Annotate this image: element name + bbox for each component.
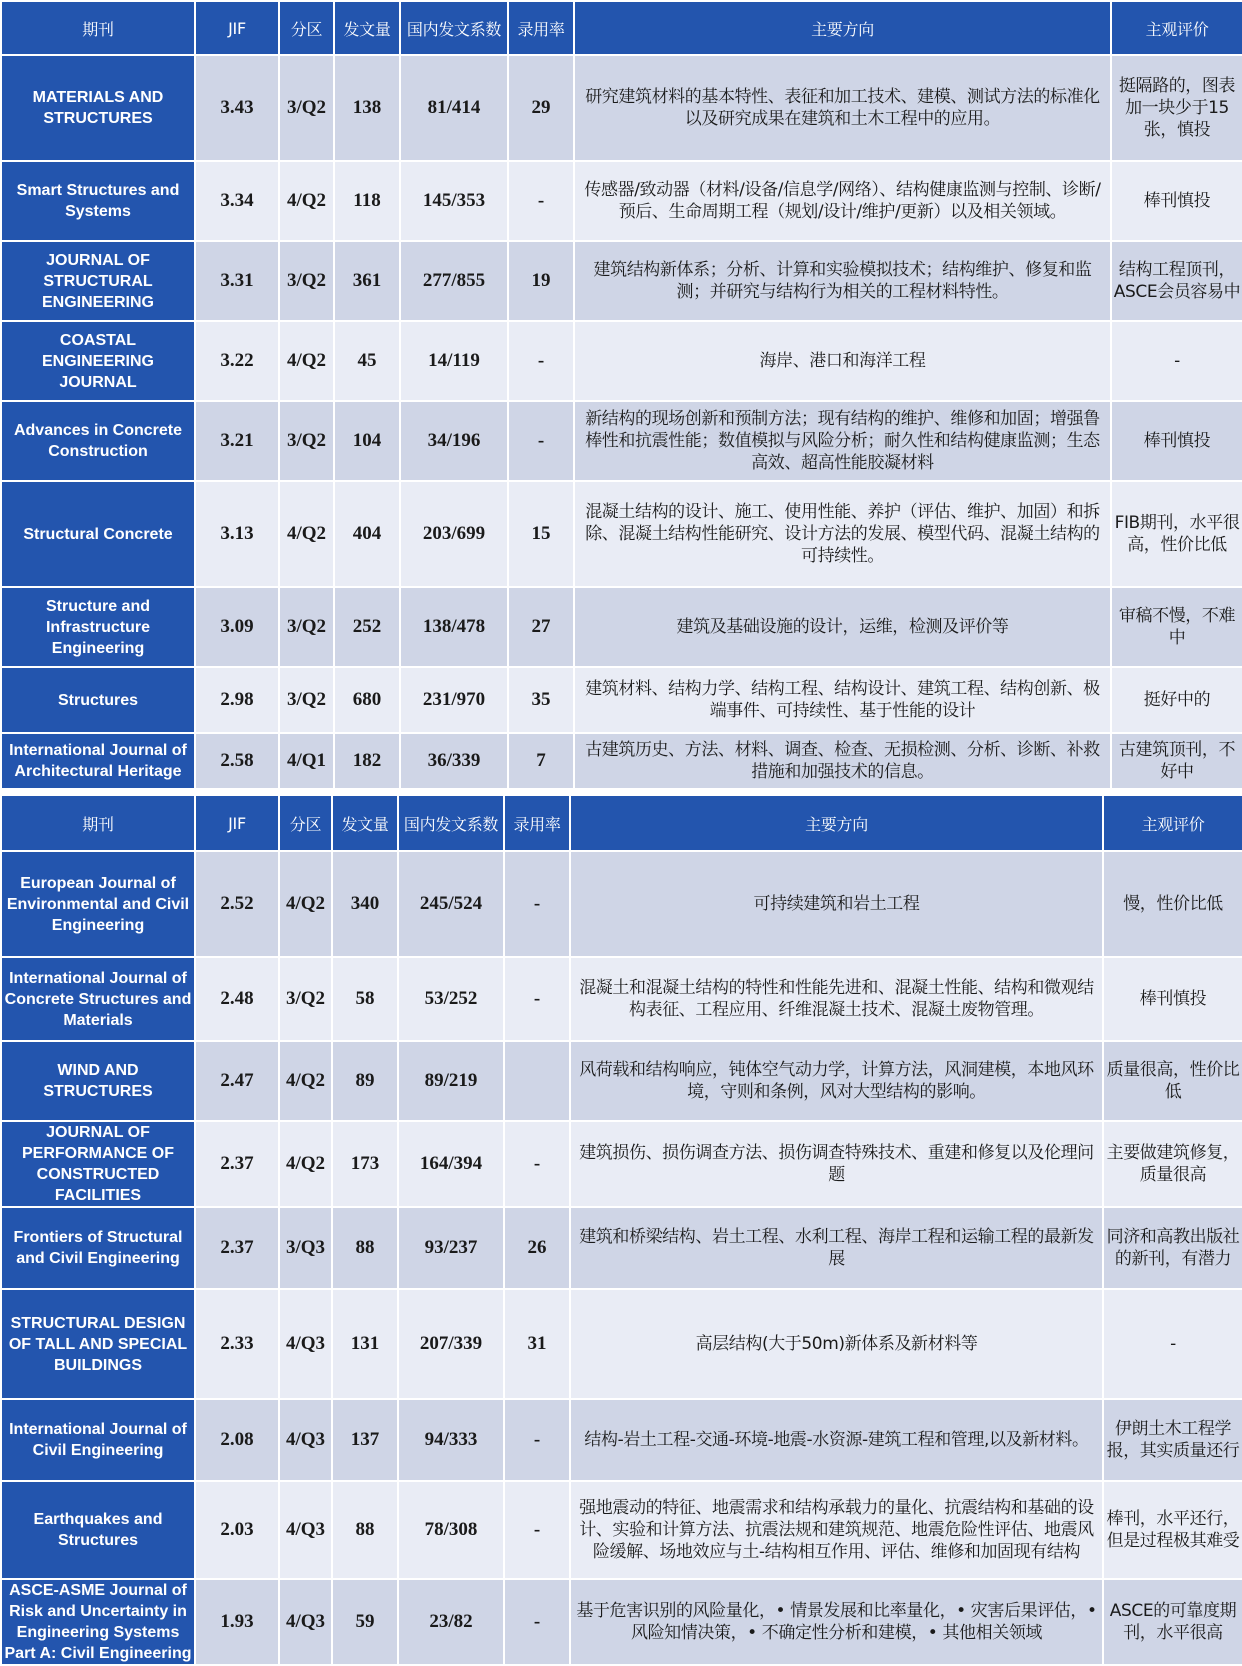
header-count: 发文量 — [332, 795, 398, 851]
opinion-cell: 棒刊，水平还行，但是过程极其难受 — [1103, 1481, 1242, 1579]
acceptance-rate-cell: - — [508, 401, 574, 481]
table-row — [1, 1579, 1242, 1665]
jif-cell: 3.34 — [195, 161, 279, 241]
count-cell: 59 — [332, 1579, 398, 1665]
journal-name-cell: WIND AND STRUCTURES — [1, 1041, 195, 1121]
zone-cell: 4/Q2 — [279, 321, 334, 401]
domestic-ratio-cell: 36/339 — [400, 733, 508, 789]
table-row — [1, 1207, 1242, 1289]
zone-cell: 4/Q2 — [279, 161, 334, 241]
opinion-cell: 古建筑顶刊，不好中 — [1111, 733, 1242, 789]
jif-cell: 2.08 — [195, 1399, 279, 1481]
count-cell: 182 — [334, 733, 400, 789]
count-cell: 138 — [334, 55, 400, 161]
domestic-ratio-cell: 164/394 — [398, 1121, 504, 1207]
zone-cell: 4/Q2 — [279, 851, 332, 957]
table-row — [1, 1481, 1242, 1579]
journal-table-2 — [0, 794, 1242, 1666]
zone-cell: 4/Q3 — [279, 1579, 332, 1665]
header-jif: JIF — [195, 795, 279, 851]
count-cell: 45 — [334, 321, 400, 401]
table-row — [1, 1289, 1242, 1399]
zone-cell: 4/Q2 — [279, 481, 334, 587]
domestic-ratio-cell: 231/970 — [400, 667, 508, 733]
direction-cell: 混凝土结构的设计、施工、使用性能、养护（评估、维护、加固）和拆除、混凝土结构性能研究、设计方法的发展、模型代码、混凝土结构的可持续性。 — [574, 481, 1111, 587]
table-row — [1, 321, 1242, 401]
opinion-cell: 审稿不慢，不难中 — [1111, 587, 1242, 667]
journal-name-cell: Smart Structures and Systems — [1, 161, 195, 241]
direction-cell: 海岸、港口和海洋工程 — [574, 321, 1111, 401]
header-opinion: 主观评价 — [1103, 795, 1242, 851]
acceptance-rate-cell: 7 — [508, 733, 574, 789]
zone-cell: 3/Q3 — [279, 1207, 332, 1289]
count-cell: 137 — [332, 1399, 398, 1481]
jif-cell: 3.21 — [195, 401, 279, 481]
zone-cell: 3/Q2 — [279, 667, 334, 733]
acceptance-rate-cell: - — [504, 851, 570, 957]
acceptance-rate-cell: 29 — [508, 55, 574, 161]
jif-cell: 2.37 — [195, 1121, 279, 1207]
opinion-cell: FIB期刊，水平很高，性价比低 — [1111, 481, 1242, 587]
domestic-ratio-cell: 207/339 — [398, 1289, 504, 1399]
domestic-ratio-cell: 245/524 — [398, 851, 504, 957]
journal-name-cell: Frontiers of Structural and Civil Engineering — [1, 1207, 195, 1289]
header-journal: 期刊 — [1, 795, 195, 851]
direction-cell: 混凝土和混凝土结构的特性和性能先进和、混凝土性能、结构和微观结构表征、工程应用、纤维混凝土技术、混凝土废物管理。 — [570, 957, 1103, 1041]
acceptance-rate-cell: - — [504, 1399, 570, 1481]
zone-cell: 4/Q2 — [279, 1121, 332, 1207]
journal-name-cell: COASTAL ENGINEERING JOURNAL — [1, 321, 195, 401]
acceptance-rate-cell: 31 — [504, 1289, 570, 1399]
acceptance-rate-cell: - — [504, 1481, 570, 1579]
zone-cell: 3/Q2 — [279, 957, 332, 1041]
count-cell: 680 — [334, 667, 400, 733]
count-cell: 340 — [332, 851, 398, 957]
count-cell: 104 — [334, 401, 400, 481]
opinion-cell: - — [1103, 1289, 1242, 1399]
jif-cell: 3.43 — [195, 55, 279, 161]
header-journal: 期刊 — [1, 1, 195, 55]
opinion-cell: 伊朗土木工程学报，其实质量还行 — [1103, 1399, 1242, 1481]
table-row — [1, 667, 1242, 733]
journal-name-cell: Structures — [1, 667, 195, 733]
header-count: 发文量 — [334, 1, 400, 55]
opinion-cell: ASCE的可靠度期刊，水平很高 — [1103, 1579, 1242, 1665]
domestic-ratio-cell: 34/196 — [400, 401, 508, 481]
zone-cell: 4/Q1 — [279, 733, 334, 789]
acceptance-rate-cell: - — [504, 1579, 570, 1665]
direction-cell: 强地震动的特征、地震需求和结构承载力的量化、抗震结构和基础的设计、实验和计算方法、抗震法规和建筑规范、地震危险性评估、地震风险缓解、场地效应与土-结构相互作用、评估、维修和加固现有结构 — [570, 1481, 1103, 1579]
direction-cell: 建筑结构新体系；分析、计算和实验模拟技术；结构维护、修复和监测；并研究与结构行为相关的工程材料特性。 — [574, 241, 1111, 321]
domestic-ratio-cell: 89/219 — [398, 1041, 504, 1121]
acceptance-rate-cell: - — [508, 321, 574, 401]
acceptance-rate-cell: 27 — [508, 587, 574, 667]
count-cell: 58 — [332, 957, 398, 1041]
journal-name-cell: Structure and Infrastructure Engineering — [1, 587, 195, 667]
header-row — [1, 1, 1242, 55]
domestic-ratio-cell: 138/478 — [400, 587, 508, 667]
direction-cell: 风荷载和结构响应，钝体空气动力学，计算方法，风洞建模，本地风环境，守则和条例，风对大型结构的影响。 — [570, 1041, 1103, 1121]
journal-name-cell: STRUCTURAL DESIGN OF TALL AND SPECIAL BUILDINGS — [1, 1289, 195, 1399]
jif-cell: 3.22 — [195, 321, 279, 401]
table-row — [1, 733, 1242, 789]
direction-cell: 建筑和桥梁结构、岩土工程、水利工程、海岸工程和运输工程的最新发展 — [570, 1207, 1103, 1289]
table-row — [1, 55, 1242, 161]
direction-cell: 建筑损伤、损伤调查方法、损伤调查特殊技术、重建和修复以及伦理问题 — [570, 1121, 1103, 1207]
journal-name-cell: European Journal of Environmental and Civil Engineering — [1, 851, 195, 957]
count-cell: 361 — [334, 241, 400, 321]
table-row — [1, 851, 1242, 957]
opinion-cell: 挺好中的 — [1111, 667, 1242, 733]
opinion-cell: 质量很高，性价比低 — [1103, 1041, 1242, 1121]
domestic-ratio-cell: 81/414 — [400, 55, 508, 161]
direction-cell: 建筑材料、结构力学、结构工程、结构设计、建筑工程、结构创新、极端事件、可持续性、基于性能的设计 — [574, 667, 1111, 733]
table-body — [1, 55, 1242, 789]
jif-cell: 2.47 — [195, 1041, 279, 1121]
header-domestic-ratio: 国内发文系数 — [398, 795, 504, 851]
zone-cell: 4/Q2 — [279, 1041, 332, 1121]
direction-cell: 建筑及基础设施的设计，运维，检测及评价等 — [574, 587, 1111, 667]
header-opinion: 主观评价 — [1111, 1, 1242, 55]
header-acceptance-rate: 录用率 — [504, 795, 570, 851]
header-jif: JIF — [195, 1, 279, 55]
journal-name-cell: Structural Concrete — [1, 481, 195, 587]
jif-cell: 1.93 — [195, 1579, 279, 1665]
journal-name-cell: International Journal of Concrete Structures and Materials — [1, 957, 195, 1041]
count-cell: 404 — [334, 481, 400, 587]
table-row — [1, 401, 1242, 481]
domestic-ratio-cell: 14/119 — [400, 321, 508, 401]
count-cell: 252 — [334, 587, 400, 667]
opinion-cell: 主要做建筑修复，质量很高 — [1103, 1121, 1242, 1207]
journal-name-cell: JOURNAL OF STRUCTURAL ENGINEERING — [1, 241, 195, 321]
zone-cell: 4/Q3 — [279, 1399, 332, 1481]
zone-cell: 3/Q2 — [279, 587, 334, 667]
domestic-ratio-cell: 93/237 — [398, 1207, 504, 1289]
domestic-ratio-cell: 53/252 — [398, 957, 504, 1041]
acceptance-rate-cell: 35 — [508, 667, 574, 733]
table-row — [1, 161, 1242, 241]
jif-cell: 2.58 — [195, 733, 279, 789]
domestic-ratio-cell: 277/855 — [400, 241, 508, 321]
jif-cell: 2.52 — [195, 851, 279, 957]
header-row — [1, 795, 1242, 851]
table-row — [1, 1399, 1242, 1481]
opinion-cell: 挺隔路的，图表加一块少于15张，慎投 — [1111, 55, 1242, 161]
count-cell: 88 — [332, 1481, 398, 1579]
acceptance-rate-cell: - — [508, 161, 574, 241]
count-cell: 131 — [332, 1289, 398, 1399]
acceptance-rate-cell: 15 — [508, 481, 574, 587]
jif-cell: 2.03 — [195, 1481, 279, 1579]
direction-cell: 新结构的现场创新和预制方法；现有结构的维护、维修和加固；增强鲁棒性和抗震性能；数值模拟与风险分析；耐久性和结构健康监测；生态高效、超高性能胶凝材料 — [574, 401, 1111, 481]
journal-name-cell: International Journal of Civil Engineering — [1, 1399, 195, 1481]
domestic-ratio-cell: 78/308 — [398, 1481, 504, 1579]
table-row — [1, 957, 1242, 1041]
header-direction: 主要方向 — [570, 795, 1103, 851]
header-direction: 主要方向 — [574, 1, 1111, 55]
header-domestic-ratio: 国内发文系数 — [400, 1, 508, 55]
table-row — [1, 481, 1242, 587]
table-row — [1, 1041, 1242, 1121]
jif-cell: 3.09 — [195, 587, 279, 667]
direction-cell: 基于危害识别的风险量化，• 情景发展和比率量化，• 灾害后果评估，• 风险知情决策，• 不确定性分析和建模，• 其他相关领域 — [570, 1579, 1103, 1665]
count-cell: 88 — [332, 1207, 398, 1289]
jif-cell: 2.98 — [195, 667, 279, 733]
domestic-ratio-cell: 23/82 — [398, 1579, 504, 1665]
zone-cell: 4/Q3 — [279, 1481, 332, 1579]
direction-cell: 结构-岩土工程-交通-环境-地震-水资源-建筑工程和管理,以及新材料。 — [570, 1399, 1103, 1481]
zone-cell: 3/Q2 — [279, 401, 334, 481]
opinion-cell: 同济和高教出版社的新刊，有潜力 — [1103, 1207, 1242, 1289]
opinion-cell: 慢，性价比低 — [1103, 851, 1242, 957]
jif-cell: 2.48 — [195, 957, 279, 1041]
jif-cell: 3.13 — [195, 481, 279, 587]
direction-cell: 传感器/致动器（材料/设备/信息学/网络）、结构健康监测与控制、诊断/预后、生命周期工程（规划/设计/维护/更新）以及相关领域。 — [574, 161, 1111, 241]
opinion-cell: 棒刊慎投 — [1111, 401, 1242, 481]
opinion-cell: 棒刊慎投 — [1103, 957, 1242, 1041]
header-zone: 分区 — [279, 795, 332, 851]
zone-cell: 4/Q3 — [279, 1289, 332, 1399]
acceptance-rate-cell: - — [504, 1121, 570, 1207]
header-zone: 分区 — [279, 1, 334, 55]
table-row — [1, 587, 1242, 667]
acceptance-rate-cell: - — [504, 957, 570, 1041]
opinion-cell: - — [1111, 321, 1242, 401]
jif-cell: 2.33 — [195, 1289, 279, 1399]
count-cell: 89 — [332, 1041, 398, 1121]
count-cell: 173 — [332, 1121, 398, 1207]
opinion-cell: 棒刊慎投 — [1111, 161, 1242, 241]
header-acceptance-rate: 录用率 — [508, 1, 574, 55]
journal-name-cell: International Journal of Architectural Heritage — [1, 733, 195, 789]
domestic-ratio-cell: 94/333 — [398, 1399, 504, 1481]
table-body — [1, 851, 1242, 1665]
direction-cell: 古建筑历史、方法、材料、调查、检查、无损检测、分析、诊断、补救措施和加强技术的信息。 — [574, 733, 1111, 789]
zone-cell: 3/Q2 — [279, 241, 334, 321]
journal-name-cell: ASCE-ASME Journal of Risk and Uncertainty in Engineering Systems Part A: Civil Engineering — [1, 1579, 195, 1665]
domestic-ratio-cell: 145/353 — [400, 161, 508, 241]
acceptance-rate-cell: 26 — [504, 1207, 570, 1289]
journal-table-1 — [0, 0, 1242, 790]
journal-name-cell: MATERIALS AND STRUCTURES — [1, 55, 195, 161]
domestic-ratio-cell: 203/699 — [400, 481, 508, 587]
table-row — [1, 1121, 1242, 1207]
journal-name-cell: JOURNAL OF PERFORMANCE OF CONSTRUCTED FACILITIES — [1, 1121, 195, 1207]
jif-cell: 3.31 — [195, 241, 279, 321]
direction-cell: 高层结构(大于50m)新体系及新材料等 — [570, 1289, 1103, 1399]
acceptance-rate-cell: 19 — [508, 241, 574, 321]
journal-name-cell: Advances in Concrete Construction — [1, 401, 195, 481]
direction-cell: 可持续建筑和岩土工程 — [570, 851, 1103, 957]
acceptance-rate-cell — [504, 1041, 570, 1121]
jif-cell: 2.37 — [195, 1207, 279, 1289]
count-cell: 118 — [334, 161, 400, 241]
direction-cell: 研究建筑材料的基本特性、表征和加工技术、建模、测试方法的标准化以及研究成果在建筑和土木工程中的应用。 — [574, 55, 1111, 161]
opinion-cell: 结构工程顶刊，ASCE会员容易中 — [1111, 241, 1242, 321]
journal-name-cell: Earthquakes and Structures — [1, 1481, 195, 1579]
zone-cell: 3/Q2 — [279, 55, 334, 161]
table-row — [1, 241, 1242, 321]
